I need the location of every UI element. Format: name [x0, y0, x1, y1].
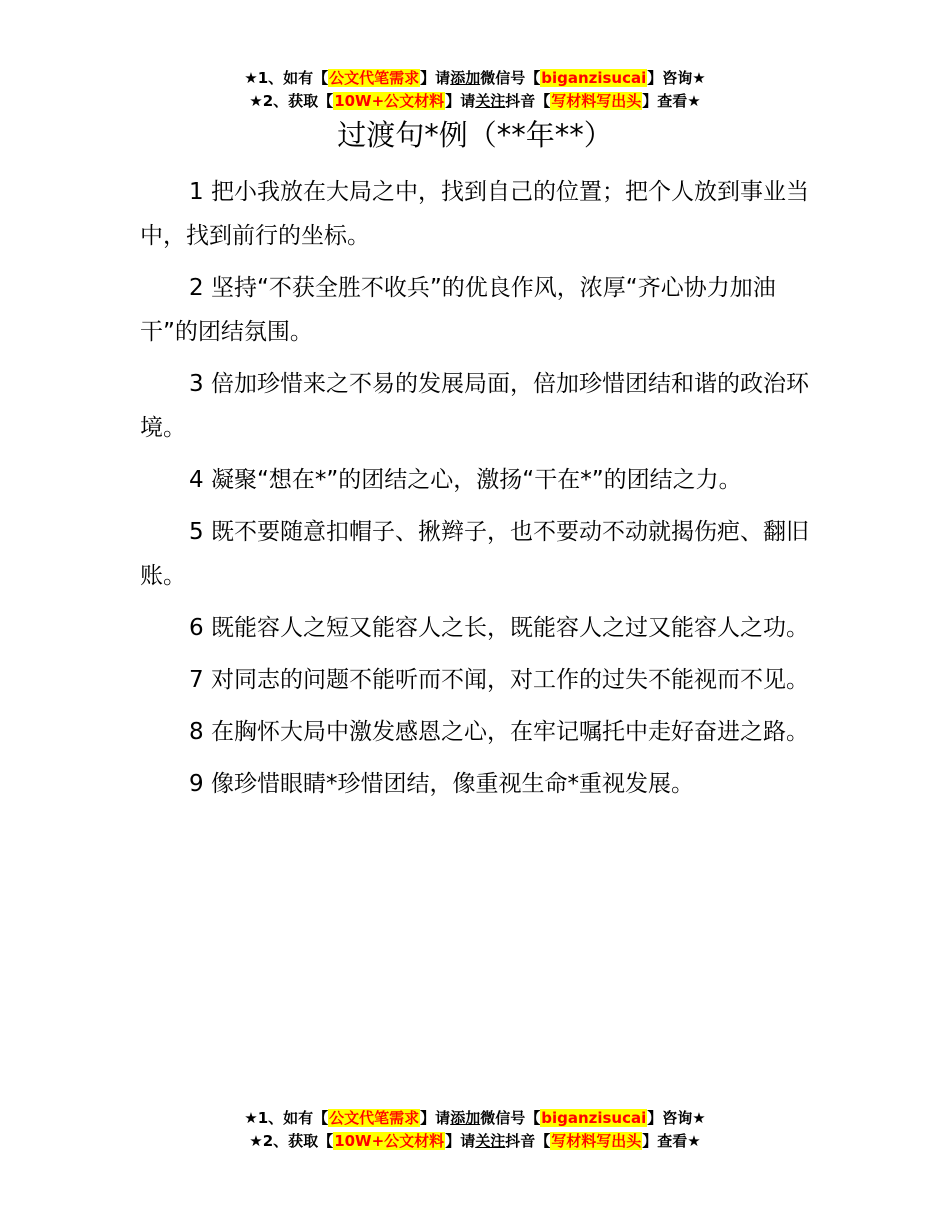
banner-text: 】查看★: [642, 1132, 701, 1150]
paragraph: 1 把小我放在大局之中，找到自己的位置；把个人放到事业当中，找到前行的坐标。: [140, 179, 809, 249]
banner-text: ★1、如有【: [244, 1109, 329, 1127]
paragraph: 2 坚持“不获全胜不收兵”的优良作风，浓厚“齐心协力加油干”的团结氛围。: [140, 275, 776, 345]
banner-text: 】咨询★: [647, 1109, 706, 1127]
banner-text: 】咨询★: [647, 69, 706, 87]
banner-text: 抖音【: [505, 92, 551, 110]
banner-line-2: [0, 90, 950, 113]
banner-highlight: 写材料写出头: [551, 1132, 642, 1150]
banner-highlight: 10W+公文材料: [334, 92, 445, 110]
paragraph: 6 既能容人之短又能容人之长，既能容人之过又能容人之功。: [189, 615, 809, 641]
paragraph: 5 既不要随意扣帽子、揪辫子，也不要动不动就揭伤疤、翻旧账。: [140, 519, 809, 589]
banner-highlight: biganzisucai: [541, 69, 647, 87]
banner-text: 】查看★: [642, 92, 701, 110]
banner-text: 微信号【: [480, 1109, 541, 1127]
banner-underlined-text: 添加: [450, 69, 481, 87]
banner-highlight: 公文代笔需求: [329, 69, 420, 87]
header-banner: [0, 67, 950, 113]
banner-text: 】请: [445, 1132, 476, 1150]
banner-line-1: [0, 1107, 950, 1130]
banner-underlined-text: 添加: [450, 1109, 481, 1127]
banner-text: ★2、获取【: [249, 92, 334, 110]
banner-text: 】请: [420, 1109, 451, 1127]
banner-text: ★1、如有【: [244, 69, 329, 87]
banner-text: 】请: [420, 69, 451, 87]
document-body: [140, 170, 815, 814]
banner-highlight: 10W+公文材料: [334, 1132, 445, 1150]
paragraph: 9 像珍惜眼睛*珍惜团结，像重视生命*重视发展。: [189, 771, 694, 797]
footer-banner: [0, 1107, 950, 1153]
banner-text: 微信号【: [480, 69, 541, 87]
banner-text: 抖音【: [505, 1132, 551, 1150]
paragraph: 4 凝聚“想在*”的团结之心，激扬“干在*”的团结之力。: [189, 467, 742, 493]
banner-text: ★2、获取【: [249, 1132, 334, 1150]
banner-highlight: biganzisucai: [541, 1109, 647, 1127]
banner-underlined-text: 关注: [475, 1132, 506, 1150]
banner-highlight: 写材料写出头: [551, 92, 642, 110]
banner-line-2: [0, 1130, 950, 1153]
document-title: 过渡句*例（**年**）: [337, 118, 613, 152]
paragraph: 7 对同志的问题不能听而不闻，对工作的过失不能视而不见。: [189, 667, 809, 693]
banner-underlined-text: 关注: [475, 92, 506, 110]
banner-line-1: [0, 67, 950, 90]
banner-text: 】请: [445, 92, 476, 110]
paragraph: 3 倍加珍惜来之不易的发展局面，倍加珍惜团结和谐的政治环境。: [140, 371, 809, 441]
paragraph: 8 在胸怀大局中激发感恩之心，在牢记嘱托中走好奋进之路。: [189, 719, 809, 745]
banner-highlight: 公文代笔需求: [329, 1109, 420, 1127]
